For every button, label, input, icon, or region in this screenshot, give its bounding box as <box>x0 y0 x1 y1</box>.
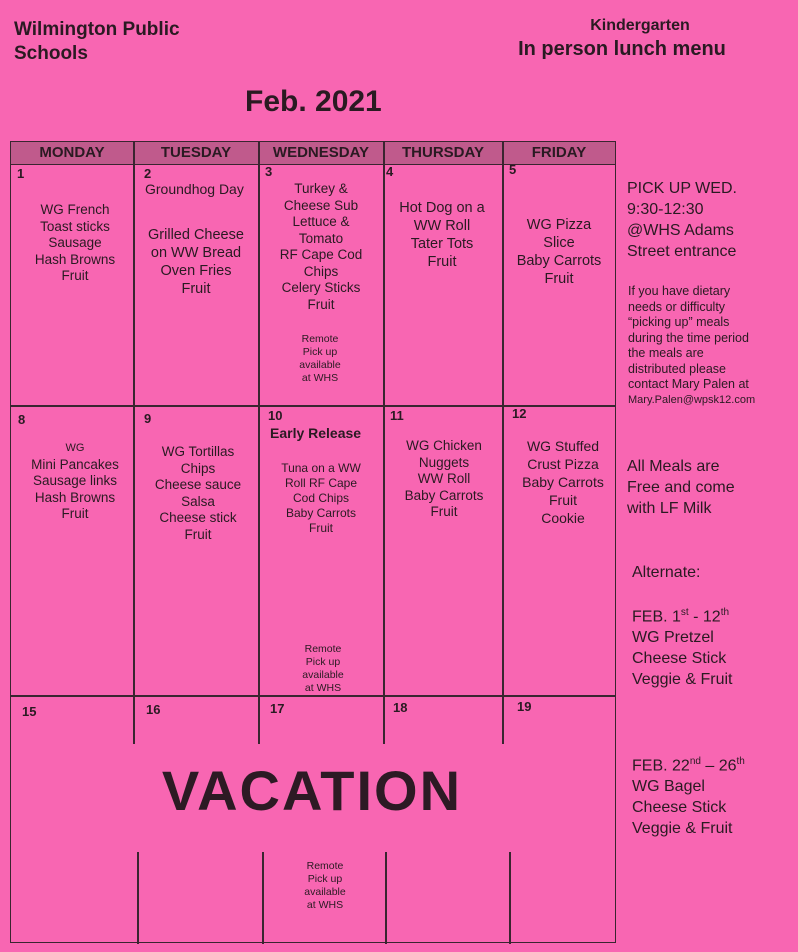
date-number: 16 <box>146 702 161 717</box>
day-header-friday: FRIDAY <box>503 142 615 165</box>
alternate-week2: FEB. 22nd – 26th WG Bagel Cheese Stick Veggie & Fruit <box>632 751 745 839</box>
day-header-tuesday: TUESDAY <box>134 142 258 165</box>
remote-pickup-note: Remote Pick up available at WHS <box>299 333 341 384</box>
grid-line <box>137 850 139 944</box>
grid-line <box>385 850 387 944</box>
date-number: 18 <box>393 700 408 715</box>
menu-cell-feb-2: Grilled Cheese on WW Bread Oven Fries Fruit <box>148 227 244 297</box>
day-header-thursday: THURSDAY <box>384 142 502 165</box>
remote-pickup-note: Remote Pick up available at WHS <box>304 860 346 911</box>
grid-line <box>509 850 511 944</box>
month-title: Feb. 2021 <box>245 85 382 118</box>
date-number: 15 <box>22 704 37 719</box>
date-number: 9 <box>144 411 152 426</box>
alternate-week1: FEB. 1st - 12th WG Pretzel Cheese Stick Veggie & Fruit <box>632 602 733 690</box>
date-number: 19 <box>517 699 532 714</box>
alternate-week2-dates: FEB. 22nd – 26th <box>632 756 745 775</box>
grid-line <box>11 695 615 697</box>
alternate-label: Alternate: <box>632 564 701 581</box>
menu-cell-feb-4: Hot Dog on a WW Roll Tater Tots Fruit <box>399 200 485 270</box>
menu-title: In person lunch menu <box>518 38 726 60</box>
menu-cell-feb-8: WG Mini Pancakes Sausage links Hash Browns Fruit <box>31 442 119 521</box>
pickup-info: PICK UP WED. 9:30-12:30 @WHS Adams Street entrance <box>627 180 737 260</box>
menu-cell-feb-12: WG Stuffed Crust Pizza Baby Carrots Fruit Cookie <box>522 438 604 526</box>
contact-email: Mary.Palen@wpsk12.com <box>628 393 756 406</box>
early-release-note: Early Release <box>270 425 362 441</box>
date-number: 11 <box>390 408 404 423</box>
menu-cell-feb-1: WG French Toast sticks Sausage Hash Browns Fruit <box>34 202 116 283</box>
grid-line <box>133 697 135 747</box>
dietary-info: If you have dietary needs or difficulty “picking up” meals during the time period the meals are distributed please contact Mary Palen at Mary.Palen@wpsk12.com <box>628 284 755 408</box>
holiday-note: Groundhog Day <box>145 181 244 197</box>
date-number: 12 <box>512 406 527 421</box>
free-meals-info: All Meals are Free and come with LF Milk <box>627 458 735 517</box>
day-header-monday: MONDAY <box>11 142 133 165</box>
grade-label: Kindergarten <box>590 17 690 34</box>
menu-cell-feb-5: WG Pizza Slice Baby Carrots Fruit <box>516 217 602 287</box>
date-number: 4 <box>386 164 394 179</box>
menu-cell-feb-9: WG Tortillas Chips Cheese sauce Salsa Cheese stick Fruit <box>154 444 242 542</box>
day-header-wednesday: WEDNESDAY <box>259 142 383 165</box>
grid-line <box>262 850 264 944</box>
menu-cell-feb-11: WG Chicken Nuggets WW Roll Baby Carrots Fruit <box>404 438 484 519</box>
menu-cell-feb-3: Turkey & Cheese Sub Lettuce & Tomato RF Cape Cod Chips Celery Sticks Fruit <box>279 181 363 312</box>
district-name: Wilmington Public Schools <box>14 19 180 64</box>
vacation-label: VACATION <box>161 759 463 822</box>
remote-pickup-note: Remote Pick up available at WHS <box>302 643 344 694</box>
date-number: 10 <box>268 408 283 423</box>
date-number: 8 <box>18 412 26 427</box>
date-number: 5 <box>509 162 517 177</box>
date-number: 17 <box>270 701 285 716</box>
date-number: 2 <box>144 166 152 181</box>
date-number: 1 <box>17 166 25 181</box>
menu-cell-feb-10: Tuna on a WW Roll RF Cape Cod Chips Baby Carrots Fruit <box>281 461 361 535</box>
date-number: 3 <box>265 164 273 179</box>
alternate-week1-dates: FEB. 1st - 12th <box>632 607 730 626</box>
